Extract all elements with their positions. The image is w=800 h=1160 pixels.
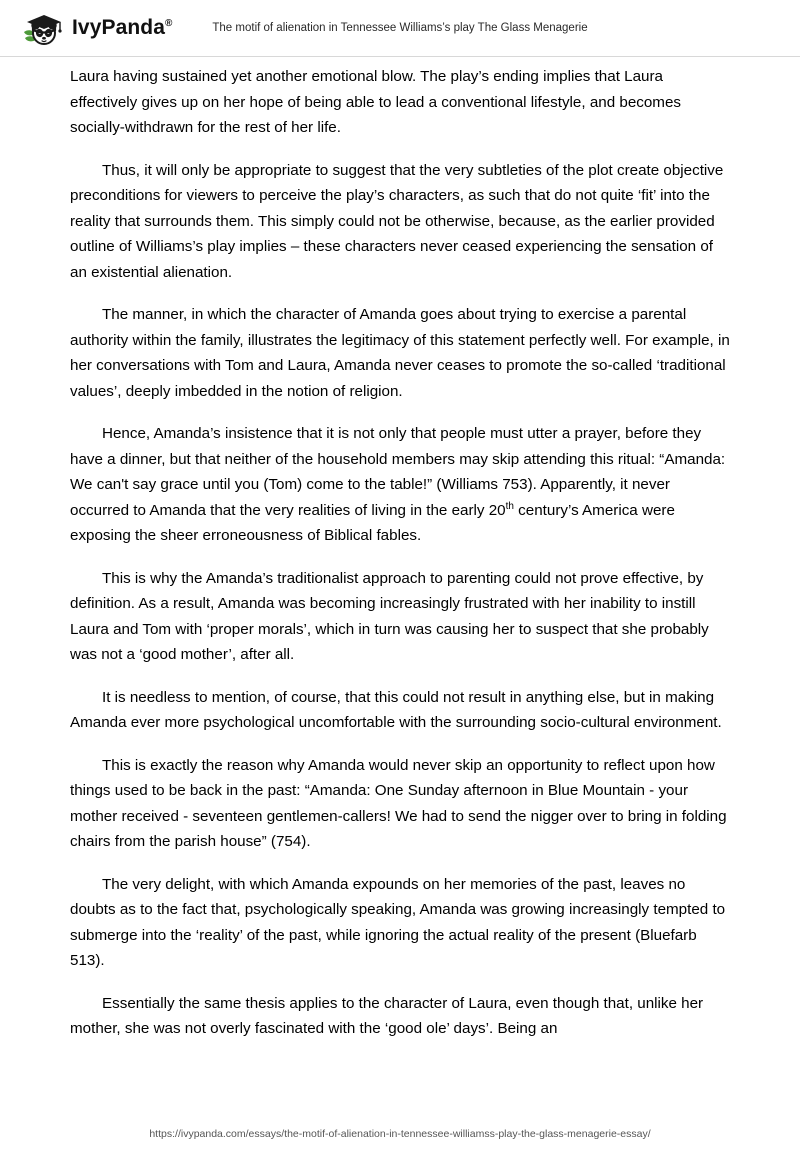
body-paragraph: Laura having sustained yet another emotional blow. The play’s ending implies that Laura effectively gives up on her hope of being able to lead a conventional lifestyle, and becomes socially-withdrawn for the rest of her life. [70, 68, 681, 136]
brand-name [72, 16, 172, 40]
brand-logo-link[interactable] [22, 9, 172, 47]
page-header [0, 0, 800, 56]
body-paragraph: Essentially the same thesis applies to the character of Laura, even though that, unlike her mother, she was not overly fascinated with the ‘good ole’ days’. Being an [70, 994, 704, 1037]
body-paragraph: This is exactly the reason why Amanda would never skip an opportunity to reflect upon how things used to be back in the past: “Amanda: One Sunday afternoon in Blue Mountain - your mother received - seventeen gentlemen-callers! We had to send the nigger over to bring in folding chairs from the parish house” (754). [70, 756, 727, 850]
header-divider [0, 56, 800, 57]
page-footer [0, 1124, 800, 1142]
body-paragraph: The very delight, with which Amanda expounds on her memories of the past, leaves no doubts as to the fact that, psychologically speaking, Amanda was growing increasingly tempted to submerge into the ‘reality’ of the past, while ignoring the actual reality of the present (Bluefarb 513). [70, 875, 726, 969]
document-title: The motif of alienation in Tennessee Williams’s play The Glass Menagerie [212, 22, 588, 34]
body-paragraph: This is why the Amanda’s traditionalist approach to parenting could not prove effective, by definition. As a result, Amanda was becoming increasingly frustrated with her inability to instill Laura and Tom with ‘proper morals’, which in turn was causing her to suspect that she probably was not a ‘good mother’, after all. [70, 569, 709, 663]
essay-body [70, 64, 730, 1059]
source-url-link[interactable]: https://ivypanda.com/essays/the-motif-of-alienation-in-tennessee-williamss-play-the-glass-menagerie-essay/ [149, 1128, 651, 1140]
body-paragraph: Thus, it will only be appropriate to suggest that the very subtleties of the plot create objective preconditions for viewers to perceive the play’s characters, as such that do not quite ‘fit’ into the reality that surrounds them. This simply could not be otherwise, because, as the earlier provided outline of Williams’s play implies – these characters never ceased experiencing the sensation of an existential alienation. [70, 161, 724, 281]
brand-name-text: IvyPanda [72, 16, 166, 39]
registered-mark: ® [165, 18, 173, 29]
body-paragraph: The manner, in which the character of Amanda goes about trying to exercise a parental authority within the family, illustrates the legitimacy of this statement perfectly well. For example, in her conversations with Tom and Laura, Amanda never ceases to promote the so-called ‘traditional values’, deeply imbedded in the notion of religion. [70, 306, 730, 400]
body-paragraph: Hence, Amanda’s insistence that it is not only that people must utter a prayer, before they have a dinner, but that neither of the household members may skip attending this ritual: “Amanda: We can't say grace until you (Tom) come to the table!” (Williams 753). Apparently, it never occurred to Amanda that the very realities of living in the early 20th century’s America were exposing the sheer erroneousness of Biblical fables. [70, 425, 726, 544]
body-paragraph: It is needless to mention, of course, that this could not result in anything else, but in making Amanda ever more psychological uncomfortable with the surrounding socio-cultural environment. [70, 688, 722, 731]
panda-graduation-cap-icon [22, 9, 64, 47]
